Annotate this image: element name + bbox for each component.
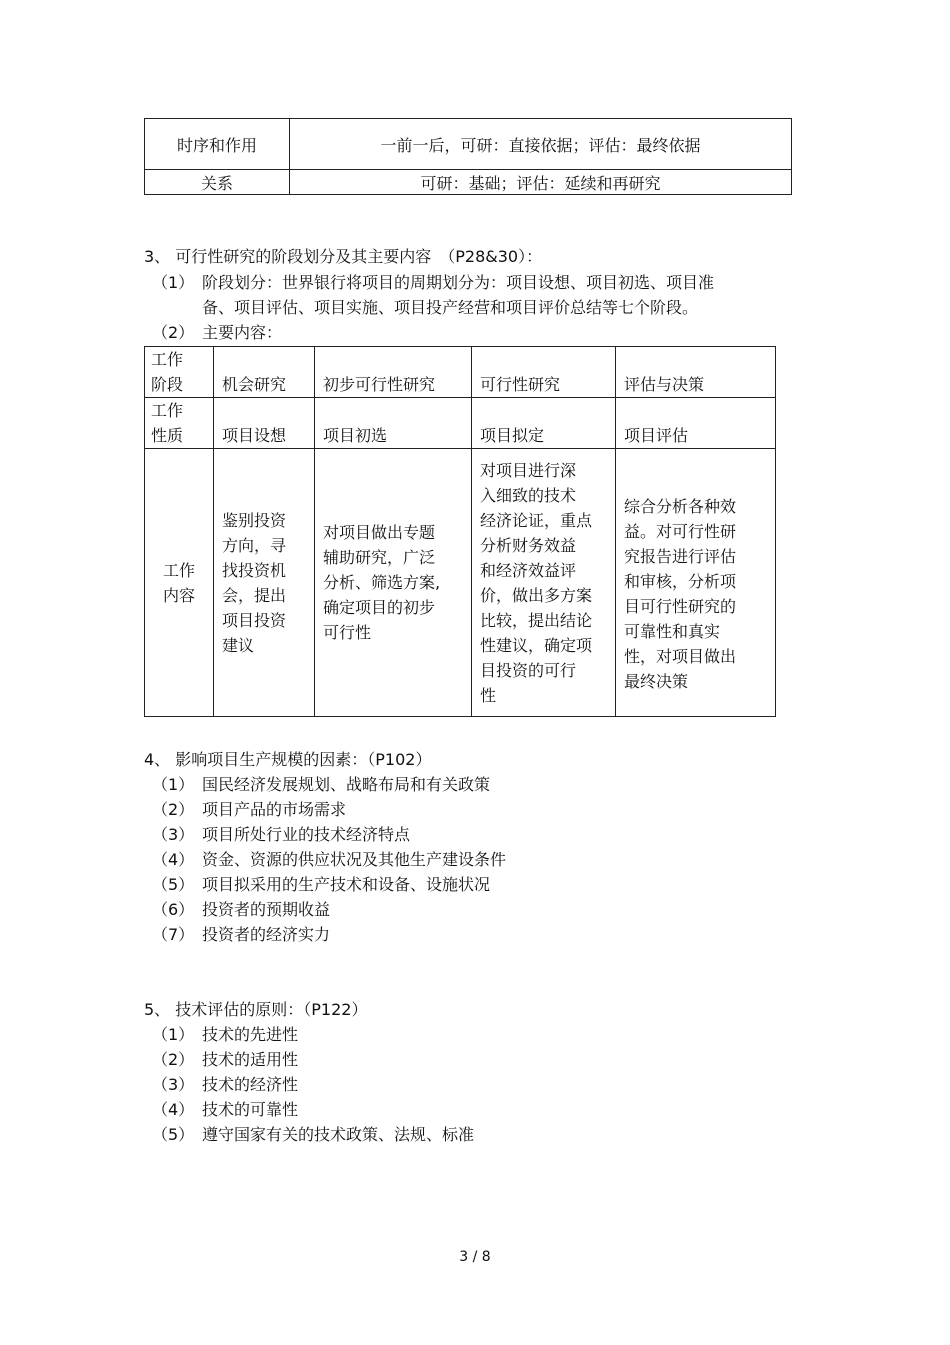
cell-line: 可靠性和真实	[624, 621, 721, 641]
list-item-text: 项目产品的市场需求	[202, 800, 347, 819]
list-item-number: （2）	[152, 323, 195, 342]
cell-line: 方向，寻	[222, 535, 287, 555]
list-item-text: 技术的先进性	[202, 1025, 299, 1044]
list-item	[0, 320, 950, 345]
cell-line: 究报告进行评估	[624, 546, 737, 566]
cell-line: 性	[480, 685, 497, 705]
row-header-line: 内容	[162, 585, 195, 605]
list-item-text: 主要内容：	[202, 323, 283, 342]
list-item-number: （1）	[152, 775, 195, 794]
cell-line: 综合分析各种效	[624, 496, 737, 516]
list-item	[0, 897, 950, 922]
table-cell-value: 一前一后，可研：直接依据；评估：最终依据	[290, 119, 792, 170]
cell-line: 和审核，分析项	[624, 571, 737, 591]
section-3-heading: 3、 可行性研究的阶段划分及其主要内容 （P28&30）：	[144, 247, 543, 266]
table-row	[145, 398, 776, 449]
cell-line: 会，提出	[222, 585, 287, 605]
list-item-text: 项目拟采用的生产技术和设备、设施状况	[202, 875, 491, 894]
table-cell: 项目初选	[315, 398, 472, 449]
row-header-nature	[145, 398, 214, 449]
list-item	[0, 822, 950, 847]
list-item	[0, 270, 950, 320]
cell-line: 最终决策	[624, 671, 689, 691]
list-item-number: （3）	[152, 1075, 195, 1094]
cell-line: 鉴别投资	[222, 510, 287, 530]
cell-line: 价，做出多方案	[480, 585, 593, 605]
cell-line: 对项目做出专题	[323, 523, 436, 542]
list-item-number: （3）	[152, 825, 195, 844]
cell-line: 确定项目的初步	[323, 598, 436, 617]
table-row	[145, 170, 792, 195]
cell-line: 和经济效益评	[480, 560, 577, 580]
table-cell-feasibility	[472, 449, 616, 717]
list-item-text: 国民经济发展规划、战略布局和有关政策	[202, 775, 491, 794]
row-header-stage	[145, 347, 214, 398]
list-item-number: （2）	[152, 800, 195, 819]
cell-line: 目可行性研究的	[624, 596, 737, 616]
list-item-number: （1）	[152, 273, 195, 292]
cell-line: 比较，提出结论	[480, 610, 593, 630]
table-cell-prefeasibility	[315, 449, 472, 717]
section-4-heading: 4、 影响项目生产规模的因素：（P102）	[144, 750, 432, 769]
table-cell: 初步可行性研究	[315, 347, 472, 398]
cell-line: 经济论证，重点	[480, 510, 593, 530]
cell-line: 性建议，确定项	[480, 635, 593, 655]
list-item-number: （2）	[152, 1050, 195, 1069]
page-number: 3 / 8	[459, 1249, 491, 1265]
list-item-text: 项目所处行业的技术经济特点	[202, 825, 411, 844]
list-item-text: 投资者的预期收益	[202, 900, 331, 919]
cell-line: 益。对可行性研	[624, 521, 737, 541]
cell-line: 对项目进行深	[480, 460, 577, 480]
table-cell: 可行性研究	[472, 347, 616, 398]
comparison-table	[144, 118, 792, 195]
table-cell: 项目评估	[616, 398, 776, 449]
list-item	[0, 847, 950, 872]
table-row	[145, 347, 776, 398]
row-header-line: 阶段	[151, 375, 184, 394]
row-header-line: 工作	[162, 560, 195, 580]
table-cell-label: 关系	[145, 170, 290, 195]
row-header-line: 工作	[151, 401, 184, 420]
cell-line: 性，对项目做出	[624, 646, 737, 666]
table-cell: 评估与决策	[616, 347, 776, 398]
list-item-number: （4）	[152, 1100, 195, 1119]
list-item	[0, 772, 950, 797]
list-item-text: 技术的经济性	[202, 1075, 299, 1094]
table-cell: 项目设想	[214, 398, 315, 449]
cell-line: 找投资机	[222, 560, 287, 580]
cell-line: 建议	[222, 635, 255, 655]
list-item	[0, 797, 950, 822]
list-item-number: （1）	[152, 1025, 195, 1044]
list-item-number: （4）	[152, 850, 195, 869]
list-item-text: 遵守国家有关的技术政策、法规、标准	[202, 1125, 475, 1144]
table-row	[145, 449, 776, 717]
cell-line: 目投资的可行	[480, 660, 577, 680]
list-item	[0, 1097, 950, 1122]
section-5-heading: 5、 技术评估的原则：（P122）	[144, 1000, 368, 1019]
list-item	[0, 1022, 950, 1047]
list-item	[0, 922, 950, 947]
list-item	[0, 1122, 950, 1147]
list-item	[0, 1072, 950, 1097]
list-item	[0, 872, 950, 897]
table-cell: 项目拟定	[472, 398, 616, 449]
table-cell-opportunity	[214, 449, 315, 717]
row-header-content	[145, 449, 214, 717]
list-item-text: 投资者的经济实力	[202, 925, 331, 944]
list-item-text-continued: 备、项目评估、项目实施、项目投产经营和项目评价总结等七个阶段。	[202, 298, 699, 317]
list-item-number: （6）	[152, 900, 195, 919]
cell-line: 辅助研究，广泛	[323, 548, 436, 567]
list-item-number: （5）	[152, 875, 195, 894]
cell-line: 入细致的技术	[480, 485, 577, 505]
table-cell-value: 可研：基础；评估：延续和再研究	[290, 170, 792, 195]
table-cell-evaluation	[616, 449, 776, 717]
row-header-line: 性质	[151, 426, 184, 445]
list-item-text: 技术的可靠性	[202, 1100, 299, 1119]
list-item-number: （5）	[152, 1125, 195, 1144]
cell-line: 可行性	[323, 623, 372, 642]
table-cell-label: 时序和作用	[145, 119, 290, 170]
row-header-line: 工作	[151, 350, 184, 369]
table-cell: 机会研究	[214, 347, 315, 398]
cell-line: 项目投资	[222, 610, 287, 630]
list-item	[0, 1047, 950, 1072]
stages-table	[144, 346, 776, 717]
list-item-text: 阶段划分：世界银行将项目的周期划分为：项目设想、项目初选、项目准	[202, 273, 715, 292]
list-item-text: 技术的适用性	[202, 1050, 299, 1069]
cell-line: 分析财务效益	[480, 535, 577, 555]
list-item-text: 资金、资源的供应状况及其他生产建设条件	[202, 850, 507, 869]
list-item-number: （7）	[152, 925, 195, 944]
cell-line: 分析、筛选方案,	[323, 573, 441, 592]
table-row	[145, 119, 792, 170]
